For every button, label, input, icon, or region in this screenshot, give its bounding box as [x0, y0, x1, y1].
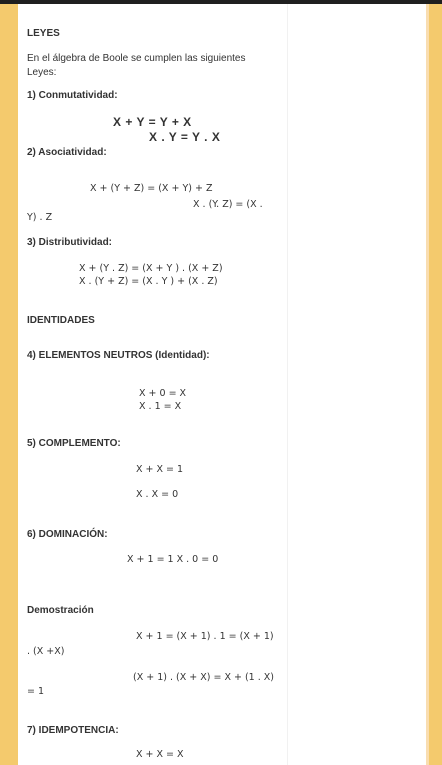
- intro-line-1: En el álgebra de Boole se cumplen las siguientes: [27, 53, 246, 64]
- section-4-eq-2: X . 1 = X: [139, 401, 182, 412]
- section-2-heading: 2) Asociatividad:: [27, 147, 107, 158]
- section-7-heading: 7) IDEMPOTENCIA:: [27, 725, 119, 736]
- page-title: LEYES: [27, 28, 60, 39]
- demo-eq-2b: = 1: [27, 686, 45, 697]
- demo-eq-1a: X + 1 = (X + 1) . 1 = (X + 1): [136, 631, 274, 642]
- identities-heading: IDENTIDADES: [27, 315, 95, 326]
- intro-line-2: Leyes:: [27, 67, 57, 78]
- demo-heading: Demostración: [27, 605, 94, 616]
- section-5-eq-1: X + X = 1: [136, 464, 184, 475]
- column-divider: [287, 4, 288, 765]
- section-1-eq-1: X + Y = Y + X: [113, 115, 192, 129]
- section-4-eq-1: X + 0 = X: [139, 388, 187, 399]
- section-6-heading: 6) DOMINACIÓN:: [27, 529, 108, 540]
- section-4-heading: 4) ELEMENTOS NEUTROS (Identidad):: [27, 350, 210, 361]
- demo-eq-2a: (X + 1) . (X + X) = X + (1 . X): [133, 672, 274, 683]
- section-3-heading: 3) Distributividad:: [27, 237, 113, 248]
- section-3-eq-2: X . (Y + Z) = (X . Y ) + (X . Z): [79, 276, 218, 287]
- document-page: [18, 4, 426, 765]
- section-1-heading: 1) Conmutatividad:: [27, 90, 118, 101]
- section-5-heading: 5) COMPLEMENTO:: [27, 438, 121, 449]
- section-6-eq-1: X + 1 = 1 X . 0 = 0: [127, 554, 219, 565]
- right-rail-edge: [426, 4, 429, 765]
- section-2-eq-2b: Y) . Z: [27, 212, 53, 223]
- section-2-eq-1: X + (Y + Z) = (X + Y) + Z: [90, 183, 213, 194]
- left-rail: [0, 4, 18, 765]
- section-5-eq-2: X . X = 0: [136, 489, 179, 500]
- section-7-eq-1: X + X = X: [136, 749, 184, 760]
- demo-eq-1b: . (X +X): [27, 646, 65, 657]
- section-3-eq-1: X + (Y . Z) = (X + Y ) . (X + Z): [79, 263, 223, 274]
- section-1-eq-2: X . Y = Y . X: [149, 130, 221, 144]
- section-2-eq-2a: X . (Y. Z) = (X .: [193, 199, 263, 210]
